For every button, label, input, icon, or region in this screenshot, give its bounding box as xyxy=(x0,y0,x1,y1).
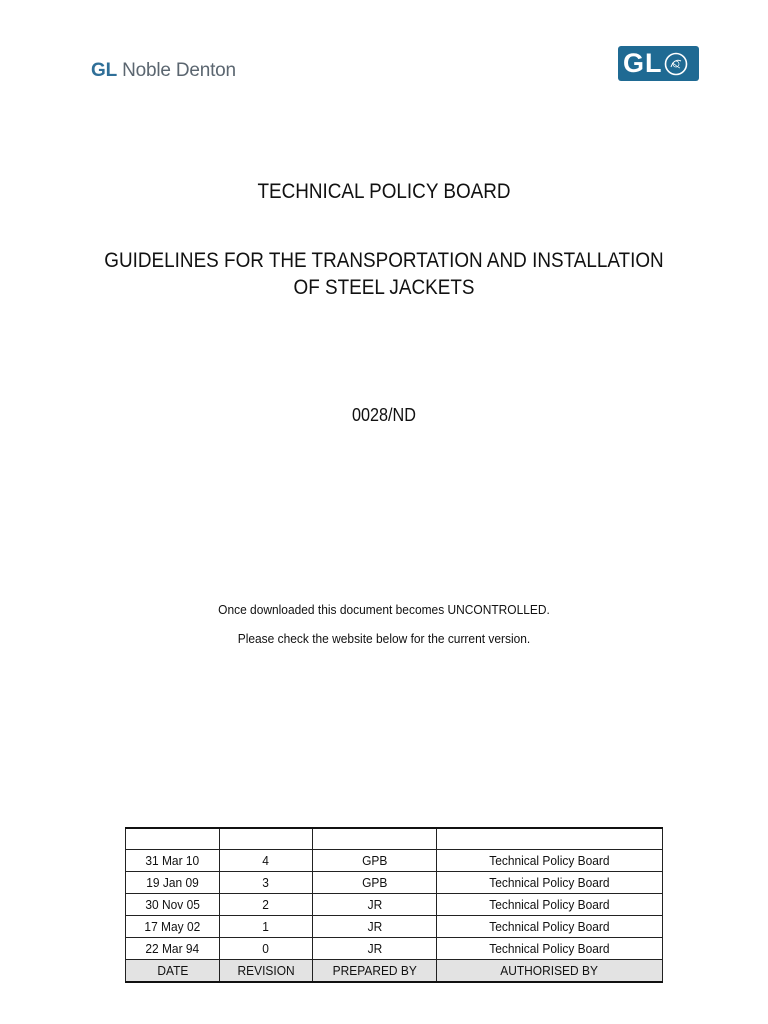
authorised-by-cell: Technical Policy Board xyxy=(437,872,663,894)
column-header-prepared-by: PREPARED BY xyxy=(313,960,437,983)
gl-logo xyxy=(618,46,699,81)
date-cell: 22 Mar 94 xyxy=(126,938,220,960)
authorised-by-cell: Technical Policy Board xyxy=(437,894,663,916)
table-cell xyxy=(126,828,220,850)
globe-seal-icon xyxy=(664,52,688,76)
uncontrolled-notice: Once downloaded this document becomes UNCONTROLLED. xyxy=(218,602,550,617)
wordmark-noble-denton: Noble Denton xyxy=(122,60,236,81)
company-wordmark xyxy=(91,60,236,82)
prepared-by-cell: GPB xyxy=(313,872,437,894)
prepared-by-cell: GPB xyxy=(313,850,437,872)
table-blank-row xyxy=(126,828,663,850)
revision-table xyxy=(125,827,663,983)
column-header-revision: REVISION xyxy=(220,960,313,983)
revision-cell: 2 xyxy=(220,894,313,916)
date-cell: 19 Jan 09 xyxy=(126,872,220,894)
website-notice: Please check the website below for the current version. xyxy=(237,631,531,646)
document-title xyxy=(38,247,729,301)
table-row xyxy=(126,894,663,916)
table-cell xyxy=(437,828,663,850)
document-number: 0028/ND xyxy=(352,405,416,425)
wordmark-gl: GL xyxy=(91,60,117,81)
date-cell: 31 Mar 10 xyxy=(126,850,220,872)
table-cell xyxy=(313,828,437,850)
prepared-by-cell: JR xyxy=(313,916,437,938)
date-cell: 17 May 02 xyxy=(126,916,220,938)
logo-text: GL xyxy=(623,48,663,78)
authorised-by-cell: Technical Policy Board xyxy=(437,938,663,960)
board-title: TECHNICAL POLICY BOARD xyxy=(257,180,511,203)
document-title-line2: OF STEEL JACKETS xyxy=(293,276,475,299)
table-cell xyxy=(220,828,313,850)
table-row xyxy=(126,916,663,938)
table-header-row xyxy=(126,960,663,983)
table-row xyxy=(126,850,663,872)
prepared-by-cell: JR xyxy=(313,938,437,960)
document-title-line1: GUIDELINES FOR THE TRANSPORTATION AND INSTALLATION xyxy=(104,249,664,272)
revision-cell: 3 xyxy=(220,872,313,894)
column-header-authorised-by: AUTHORISED BY xyxy=(437,960,663,983)
date-cell: 30 Nov 05 xyxy=(126,894,220,916)
authorised-by-cell: Technical Policy Board xyxy=(437,850,663,872)
column-header-date: DATE xyxy=(126,960,220,983)
authorised-by-cell: Technical Policy Board xyxy=(437,916,663,938)
table-row xyxy=(126,872,663,894)
revision-cell: 4 xyxy=(220,850,313,872)
revision-cell: 0 xyxy=(220,938,313,960)
revision-cell: 1 xyxy=(220,916,313,938)
table-row xyxy=(126,938,663,960)
prepared-by-cell: JR xyxy=(313,894,437,916)
